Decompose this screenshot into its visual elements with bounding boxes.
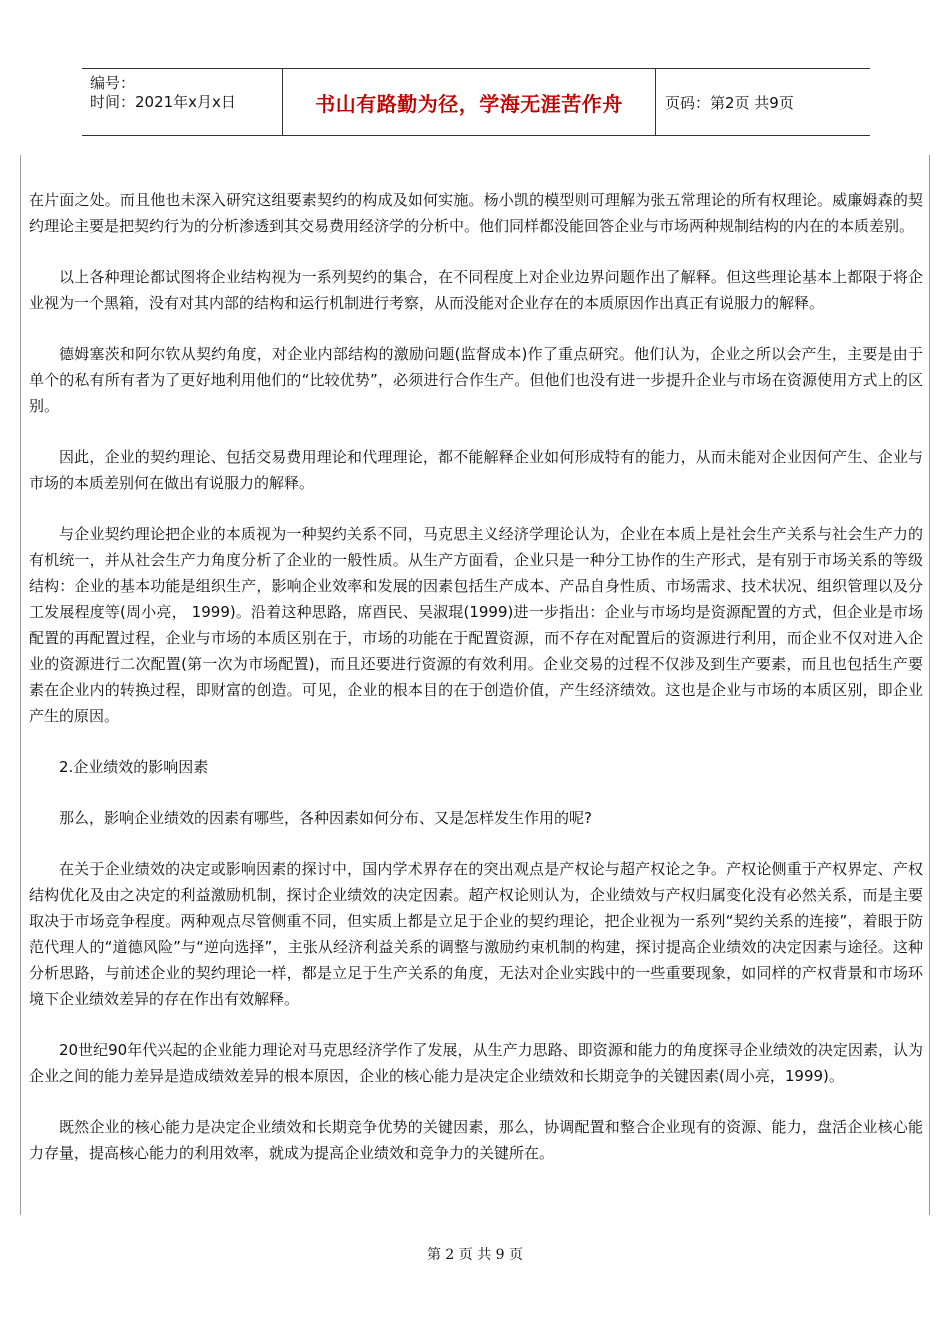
paragraph: 与企业契约理论把企业的本质视为一种契约关系不同，马克思主义经济学理论认为，企业在本质上是社会生产关系与社会生产力的有机统一，并从社会生产力角度分析了企业的一般性质。从生产方面看，企业只是一种分工协作的生产形式，是有别于市场关系的等级结构：企业的基本功能是组织生产，影响企业效率和发展的因素包括生产成本、产品自身性质、市场需求、技术状况、组织管理以及分工发展程度等(周小亮， 1999)。沿着这种思路，席酉民、吴淑琨(1999)进一步指出：企业与市场均是资源配置的方式，但企业是市场配置的再配置过程，企业与市场的本质区别在于，市场的功能在于配置资源，而不存在对配置后的资源进行利用，而企业不仅对进入企业的资源进行二次配置(第一次为市场配置)，而且还要进行资源的有效利用。企业交易的过程不仅涉及到生产要素，而且也包括生产要素在企业内的转换过程，即财富的创造。可见，企业的根本目的在于创造价值，产生经济绩效。这也是企业与市场的本质区别，即企业产生的原因。	[29, 525, 923, 725]
paragraph: 20世纪90年代兴起的企业能力理论对马克思经济学作了发展，从生产力思路、即资源和能力的角度探寻企业绩效的决定因素，认为企业之间的能力差异是造成绩效差异的根本原因，企业的核心能力是决定企业绩效和长期竞争的关键因素(周小亮，1999)。	[29, 1041, 923, 1085]
body-text	[29, 187, 923, 1191]
page-header	[82, 68, 870, 136]
page-footer: 第 2 页 共 9 页	[426, 1247, 524, 1263]
paragraph: 既然企业的核心能力是决定企业绩效和长期竞争优势的关键因素，那么，协调配置和整合企业现有的资源、能力，盘活企业核心能力存量，提高核心能力的利用效率，就成为提高企业绩效和竞争力的关键所在。	[29, 1118, 923, 1162]
document-number-label: 编号：	[90, 74, 136, 92]
paragraph: 以上各种理论都试图将企业结构视为一系列契约的集合，在不同程度上对企业边界问题作出了解释。但这些理论基本上都限于将企业视为一个黑箱，没有对其内部的结构和运行机制进行考察，从而没能对企业存在的本质原因作出真正有说服力的解释。	[29, 268, 923, 312]
paragraph: 德姆塞茨和阿尔钦从契约角度，对企业内部结构的激励问题(监督成本)作了重点研究。他们认为，企业之所以会产生，主要是由于单个的私有所有者为了更好地利用他们的“比较优势”，必须进行合作生产。但他们也没有进一步提升企业与市场在资源使用方式上的区别。	[29, 345, 923, 415]
document-date: 时间：2021年x月x日	[90, 93, 236, 111]
paragraph: 那么，影响企业绩效的因素有哪些，各种因素如何分布、又是怎样发生作用的呢?	[59, 809, 592, 827]
header-page-code: 页码：第2页 共9页	[665, 94, 794, 112]
document-body	[20, 155, 930, 1215]
paragraph: 因此，企业的契约理论、包括交易费用理论和代理理论，都不能解释企业如何形成特有的能力，从而未能对企业因何产生、企业与市场的本质差别何在做出有说服力的解释。	[29, 448, 923, 492]
paragraph: 在关于企业绩效的决定或影响因素的探讨中，国内学术界存在的突出观点是产权论与超产权论之争。产权论侧重于产权界定、产权结构优化及由之决定的利益激励机制，探讨企业绩效的决定因素。超产权论则认为，企业绩效与产权归属变化没有必然关系，而是主要取决于市场竞争程度。两种观点尽管侧重不同，但实质上都是立足于企业的契约理论，把企业视为一系列“契约关系的连接”，着眼于防范代理人的“道德风险”与“逆向选择”，主张从经济利益关系的调整与激励约束机制的构建，探讨提高企业绩效的决定因素与途径。这种分析思路，与前述企业的契约理论一样，都是立足于生产关系的角度，无法对企业实践中的一些重要现象，如同样的产权背景和市场环境下企业绩效差异的存在作出有效解释。	[29, 860, 923, 1008]
paragraph: 在片面之处。而且他也未深入研究这组要素契约的构成及如何实施。杨小凯的模型则可理解为张五常理论的所有权理论。威廉姆森的契约理论主要是把契约行为的分析渗透到其交易费用经济学的分析中。他们同样都没能回答企业与市场两种规制结构的内在的本质差别。	[29, 191, 923, 235]
section-heading: 2.企业绩效的影响因素	[59, 758, 209, 776]
header-meta	[82, 69, 282, 135]
header-motto: 书山有路勤为径，学海无涯苦作舟	[282, 69, 656, 135]
